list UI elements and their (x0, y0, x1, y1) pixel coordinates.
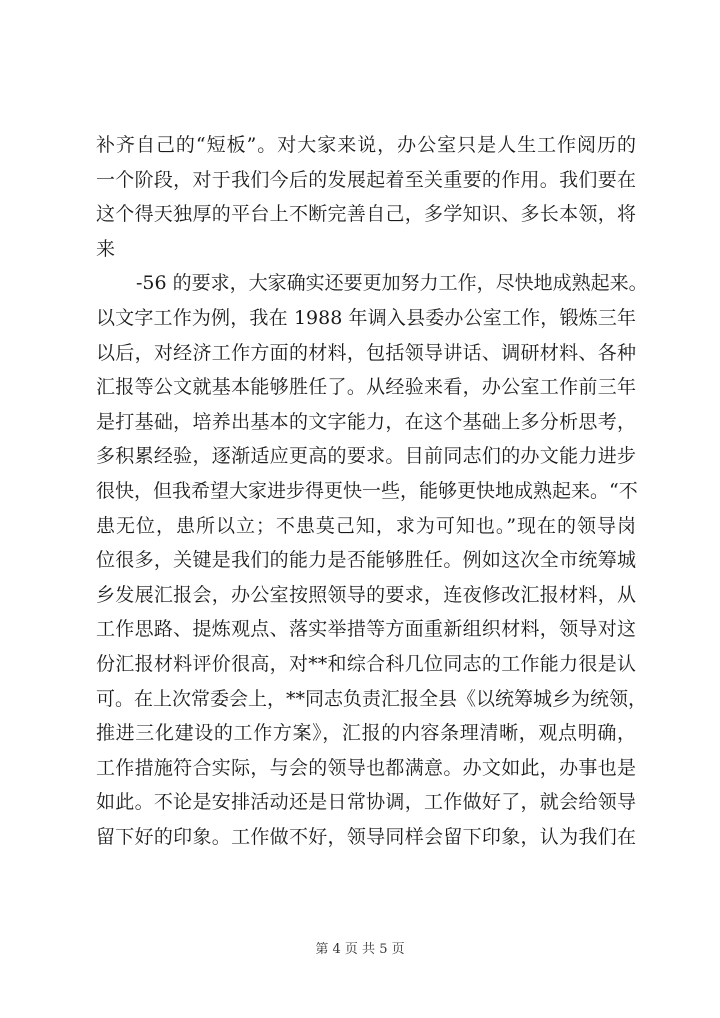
text-line: 推进三化建设的工作方案》，汇报的内容条理清晰，观点明确， (96, 722, 636, 745)
text-line: 份汇报材料评价很高，对**和综合科几位同志的工作能力很是认 (96, 652, 636, 675)
text-line: 以后，对经济工作方面的材料，包括领导讲话、调研材料、各种 (96, 341, 636, 364)
text-line: 患无位，患所以立；不患莫己知，求为可知也。”现在的领导岗 (96, 514, 636, 537)
text-line: 来 (96, 237, 116, 260)
text-line: 一个阶段，对于我们今后的发展起着至关重要的作用。我们要在 (96, 168, 636, 191)
text-line: 工作措施符合实际，与会的领导也都满意。办文如此，办事也是 (96, 756, 636, 779)
text-line: 位很多，关键是我们的能力是否能够胜任。例如这次全市统筹城 (96, 549, 636, 572)
text-line: 汇报等公文就基本能够胜任了。从经验来看，办公室工作前三年 (96, 376, 636, 399)
paragraph-start-line: -56 的要求，大家确实还要更加努力工作，尽快地成熟起来。 (136, 272, 648, 295)
text-line: 以文字工作为例，我在 1988 年调入县委办公室工作，锻炼三年 (96, 306, 636, 329)
text-line: 这个得天独厚的平台上不断完善自己，多学知识、多长本领，将 (96, 203, 636, 226)
body-text (96, 128, 648, 854)
text-line: 留下好的印象。工作做不好，领导同样会留下印象，认为我们在 (96, 825, 636, 848)
text-line: 多积累经验，逐渐适应更高的要求。目前同志们的办文能力进步 (96, 445, 636, 468)
text-line: 可。在上次常委会上，**同志负责汇报全县《以统筹城乡为统领， (96, 687, 648, 710)
text-line: 是打基础，培养出基本的文字能力，在这个基础上多分析思考， (96, 410, 636, 433)
text-line: 补齐自己的“短板”。对大家来说，办公室只是人生工作阅历的 (96, 134, 636, 156)
text-line: 工作思路、提炼观点、落实举措等方面重新组织材料，领导对这 (96, 618, 636, 641)
page-number-footer: 第 4 页 共 5 页 (315, 942, 405, 957)
text-line: 乡发展汇报会，办公室按照领导的要求，连夜修改汇报材料，从 (96, 583, 636, 606)
text-line: 很快，但我希望大家进步得更快一些，能够更快地成熟起来。“不 (96, 479, 638, 502)
text-line: 如此。不论是安排活动还是日常协调，工作做好了，就会给领导 (96, 791, 636, 814)
